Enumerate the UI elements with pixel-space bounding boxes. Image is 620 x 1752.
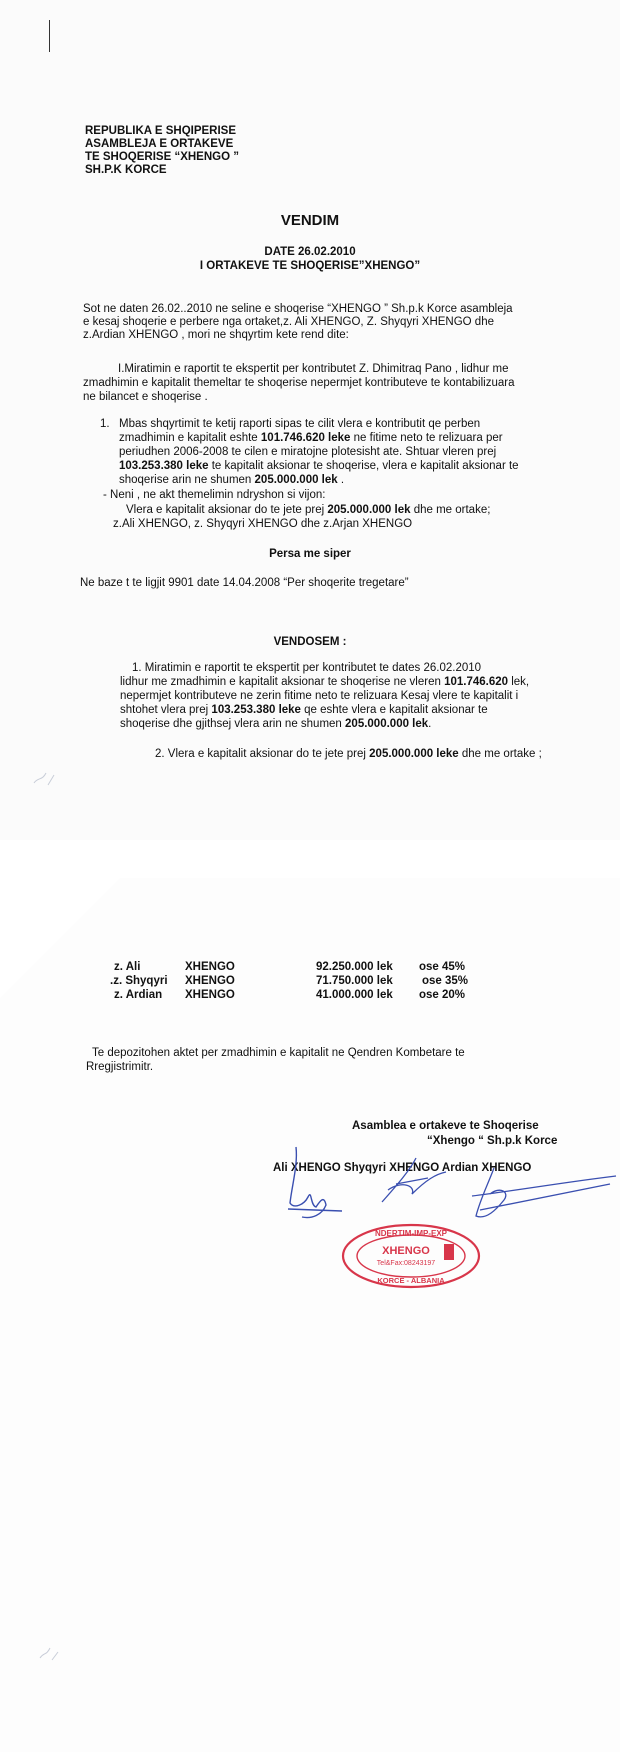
decision-line: 1. Miratimin e raportit te ekspertit per kontributet te dates 26.02.2010 [132, 662, 482, 674]
decision-line: 2. Vlera e kapitalit aksionar do te jete prej 205.000.000 leke dhe me ortake ; [155, 748, 542, 760]
letterhead-line: TE SHOQERISE “XHENGO ” [85, 151, 239, 163]
intro-line: z.Ardian XHENGO , mori ne shqyrtim kete rend dite: [83, 329, 349, 341]
document-page-2 [0, 878, 620, 1752]
point-number: 1. [100, 418, 110, 430]
letterhead-line: REPUBLIKA E SHQIPERISE [85, 125, 237, 137]
shareholder-amount: 71.750.000 lek [316, 975, 393, 987]
decision-line: shoqerise dhe gjithsej vlera arin ne shumen 205.000.000 lek. [120, 718, 432, 730]
point-line: zmadhimin e kapitalit eshte 101.746.620 leke ne fitime neto te relizuara per [119, 432, 503, 444]
document-subtitle: I ORTAKEVE TE SHOQERISE”XHENGO” [199, 260, 421, 272]
change-line: z.Ali XHENGO, z. Shyqyri XHENGO dhe z.Arjan XHENGO [113, 518, 413, 530]
shareholder-share: ose 35% [422, 975, 469, 987]
point-line: periudhen 2006-2008 te cilen e miratojne plotesisht ate. Shtuar vleren prej [119, 446, 497, 458]
decision-line: nepermjet kontributeve ne zerin fitime neto te relizuara Kesaj vlere te kapitalit i [120, 690, 519, 702]
point-line: shoqerise arin ne shumen 205.000.000 lek . [119, 474, 345, 486]
intro-line: e kesaj shoqerie e perbere nga ortaket,z. Ali XHENGO, Z. Shyqyri XHENGO dhe [83, 316, 494, 328]
deposit-line: Rregjistrimitr. [86, 1061, 154, 1073]
stamp-place: KORCE - ALBANIA [377, 1276, 445, 1285]
company-stamp [340, 1222, 482, 1290]
stamp-top-text: NDERTIM-IMP-EXP [375, 1229, 447, 1238]
stamp-name: XHENGO [382, 1245, 430, 1257]
page-gap [0, 840, 620, 878]
agenda-line: ne bilancet e shoqerise . [83, 391, 208, 403]
document-page-1 [0, 0, 620, 841]
decision-line: shtohet vlera prej 103.253.380 leke qe eshte vlera e kapitalit aksionar te [120, 704, 488, 716]
stamp-tel: Tel&Fax:08243197 [376, 1260, 436, 1267]
point-line: Mbas shqyrtimit te ketij raporti sipas te cilit vlera e kontributit qe perben [119, 418, 481, 430]
legal-basis: Ne baze t te ligjit 9901 date 14.04.2008 “Per shoqerite tregetare” [80, 577, 409, 589]
scan-smudge [30, 765, 60, 789]
shareholder-surname: XHENGO [185, 961, 235, 973]
letterhead-line: SH.P.K KORCE [85, 164, 167, 176]
page-fold [0, 878, 120, 998]
shareholder-share: ose 45% [419, 961, 466, 973]
shareholder-name: z. Ardian [114, 989, 163, 1001]
deposit-line: Te depozitohen aktet per zmadhimin e kapitalit ne Qendren Kombetare te [92, 1047, 465, 1059]
shareholder-name: .z. Shyqyri [110, 975, 168, 987]
closing-line: “Xhengo “ Sh.p.k Korce [427, 1135, 558, 1147]
agenda-line: zmadhimin e kapitalit themeltar te shoqerise nepermjet kontributeve te kontabilizuara [83, 377, 515, 389]
scan-smudge [36, 1640, 62, 1664]
change-line: - Neni , ne akt themelimin ndryshon si vijon: [103, 489, 326, 501]
closing-line: Asamblea e ortakeve te Shoqerise [352, 1120, 539, 1132]
shareholder-amount: 92.250.000 lek [316, 961, 393, 973]
signature-ardian [470, 1160, 618, 1230]
persa-heading: Persa me siper [269, 548, 351, 560]
signature-ali [282, 1145, 362, 1225]
shareholder-surname: XHENGO [185, 989, 235, 1001]
margin-mark [49, 20, 50, 52]
shareholder-share: ose 20% [419, 989, 466, 1001]
vendosem-heading: VENDOSEM : [273, 636, 347, 648]
point-line: 103.253.380 leke te kapitalit aksionar te shoqerise, vlera e kapitalit aksionar te [119, 460, 519, 472]
shareholder-name: z. Ali [114, 961, 141, 973]
shareholder-amount: 41.000.000 lek [316, 989, 393, 1001]
letterhead [85, 125, 239, 177]
decision-line: lidhur me zmadhimin e kapitalit aksionar te shoqerise ne vleren 101.746.620 lek, [120, 676, 530, 688]
change-line: Vlera e kapitalit aksionar do te jete prej 205.000.000 lek dhe me ortake; [126, 504, 491, 516]
document-date: DATE 26.02.2010 [264, 246, 356, 258]
letterhead-line: ASAMBLEJA E ORTAKEVE [85, 138, 234, 150]
document-title: VENDIM [280, 212, 340, 229]
intro-line: Sot ne daten 26.02..2010 ne seline e shoqerise “XHENGO ” Sh.p.k Korce asambleja [83, 303, 513, 315]
shareholder-surname: XHENGO [185, 975, 235, 987]
signature-shyqyri [376, 1150, 456, 1210]
agenda-line: I.Miratimin e raportit te ekspertit per kontributet Z. Dhimitraq Pano , lidhur me [118, 363, 509, 375]
signatories: Ali XHENGO Shyqyri XHENGO Ardian XHENGO [273, 1162, 532, 1174]
